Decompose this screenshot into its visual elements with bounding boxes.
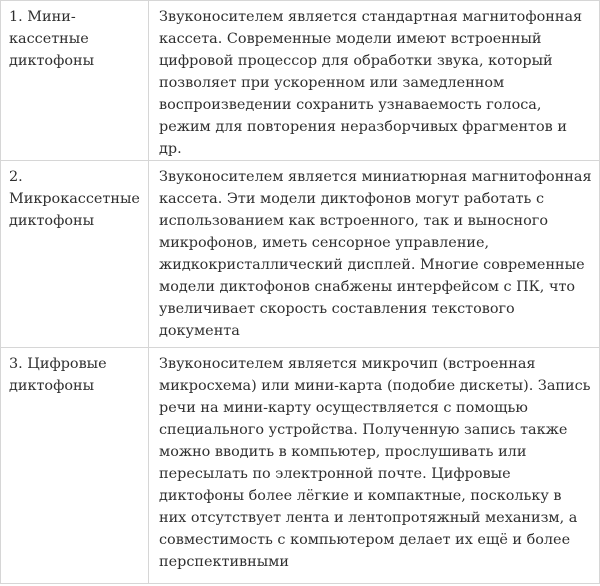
row-term: 2. Микрокассетные диктофоны [1, 161, 149, 348]
table-row [1, 161, 600, 348]
row-description: Звуконосителем является миниатюрная магнитофонная кассета. Эти модели диктофонов могут работать с использованием как встроенного, так и выносного микрофонов, иметь сенсорное управление, жидкокристаллический дисплей. Многие современные модели диктофонов снабжены интерфейсом с ПК, что увеличивает скорость составления текстового документа [149, 161, 600, 348]
row-description: Звуконосителем является микрочип (встроенная микросхема) или мини-карта (подобие дискеты). Запись речи на мини-карту осуществляется с помощью специального устройства. Полученную запись также можно вводить в компьютер, прослушивать или пересылать по электронной почте. Цифровые диктофоны более лёгкие и компактные, поскольку в них отсутствует лента и лентопротяжный механизм, а совместимость с компьютером делает их ещё и более перспективными [149, 348, 600, 584]
row-term: 3. Цифровые диктофоны [1, 348, 149, 584]
row-term: 1. Мини-кассетные диктофоны [1, 1, 149, 161]
row-description: Звуконосителем является стандартная магнитофонная кассета. Современные модели имеют встроенный цифровой процессор для обработки звука, который позволяет при ускоренном или замедленном воспроизведении сохранить узнаваемость голоса, режим для повторения неразборчивых фрагментов и др. [149, 1, 600, 161]
table-row [1, 1, 600, 161]
table-row [1, 348, 600, 584]
